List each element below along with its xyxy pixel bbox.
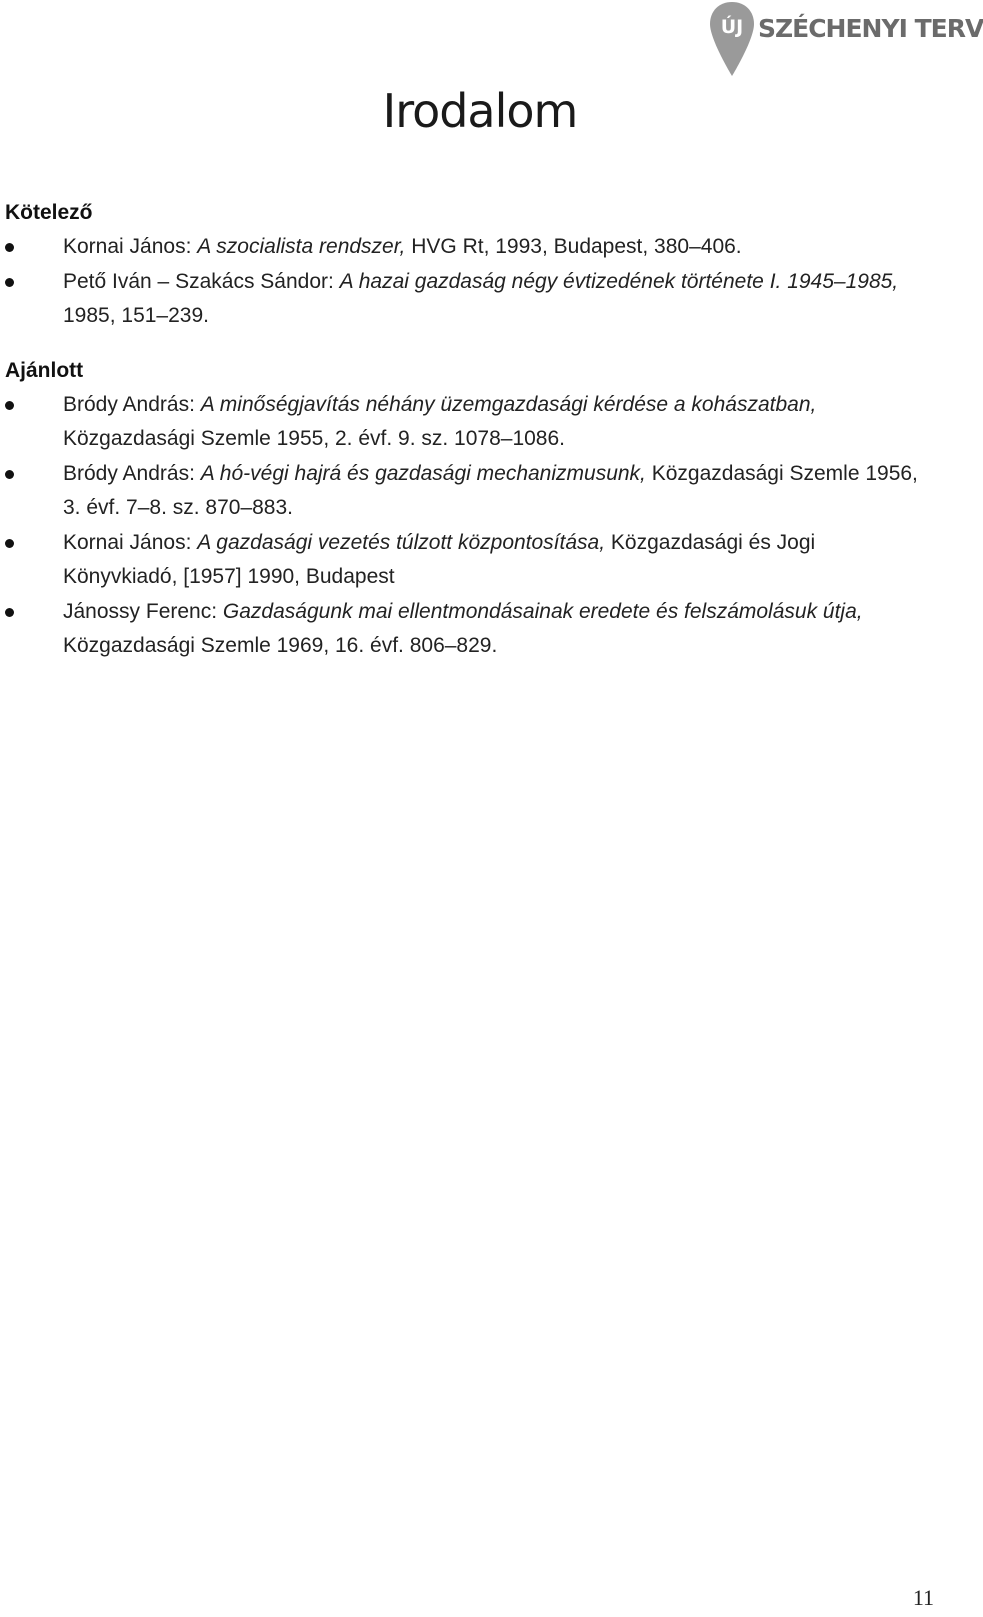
reference-item xyxy=(5,457,935,526)
reference-item xyxy=(5,388,935,457)
reference-item xyxy=(5,230,935,265)
reference-details: HVG Rt, 1993, Budapest, 380–406. xyxy=(405,235,742,258)
page-number: 11 xyxy=(912,1585,934,1610)
page-title: Irodalom xyxy=(382,84,578,138)
section-heading-ajanlott: Ajánlott xyxy=(5,358,84,382)
section-heading-kotelezo: Kötelező xyxy=(5,201,93,224)
bullet-icon xyxy=(5,401,14,410)
bullet-icon xyxy=(5,278,14,287)
bullet-icon xyxy=(5,470,14,479)
reference-title: Gazdaságunk mai ellentmondásainak eredete és felszámolásuk útja, xyxy=(222,599,863,623)
reference-title: A hazai gazdaság négy évtizedének története I. 1945–1985, xyxy=(339,269,899,293)
reference-author: Jánossy Ferenc: xyxy=(63,599,223,623)
reference-author: Kornai János: xyxy=(63,235,198,258)
logo-pin-text: ÚJ xyxy=(720,16,744,38)
reference-item xyxy=(5,526,935,595)
reference-details: Közgazdasági Szemle 1969, 16. évf. 806–829. xyxy=(63,634,498,657)
logo-text: SZÉCHENYI TERV xyxy=(758,14,983,43)
bullet-icon xyxy=(5,243,14,252)
reference-list-ajanlott xyxy=(5,388,935,664)
reference-author: Pető Iván – Szakács Sándor: xyxy=(63,269,340,293)
reference-author: Bródy András: xyxy=(63,461,201,485)
reference-details: Közgazdasági Szemle 1956, 3. évf. 7–8. sz. 870–883. xyxy=(63,461,918,519)
reference-details: Közgazdasági és Jogi Könyvkiadó, [1957] 1990, Budapest xyxy=(63,530,816,588)
reference-details: Közgazdasági Szemle 1955, 2. évf. 9. sz. 1078–1086. xyxy=(63,427,566,450)
reference-author: Kornai János: xyxy=(63,530,198,554)
reference-item xyxy=(5,265,935,334)
bibliography xyxy=(5,196,935,684)
reference-list-kotelezo xyxy=(5,230,935,334)
szechenyi-terv-logo xyxy=(700,0,983,80)
reference-author: Bródy András: xyxy=(63,392,201,416)
reference-title: A gazdasági vezetés túlzott központosítása, xyxy=(197,530,606,554)
reference-title: A hó-végi hajrá és gazdasági mechanizmusunk, xyxy=(200,461,646,485)
reference-item xyxy=(5,595,935,664)
reference-details: 1985, 151–239. xyxy=(63,304,209,327)
map-pin-icon xyxy=(708,0,756,78)
reference-title: A minőségjavítás néhány üzemgazdasági kérdése a kohászatban, xyxy=(200,392,817,416)
reference-title: A szocialista rendszer, xyxy=(197,235,406,258)
bullet-icon xyxy=(5,539,14,548)
bullet-icon xyxy=(5,608,14,617)
